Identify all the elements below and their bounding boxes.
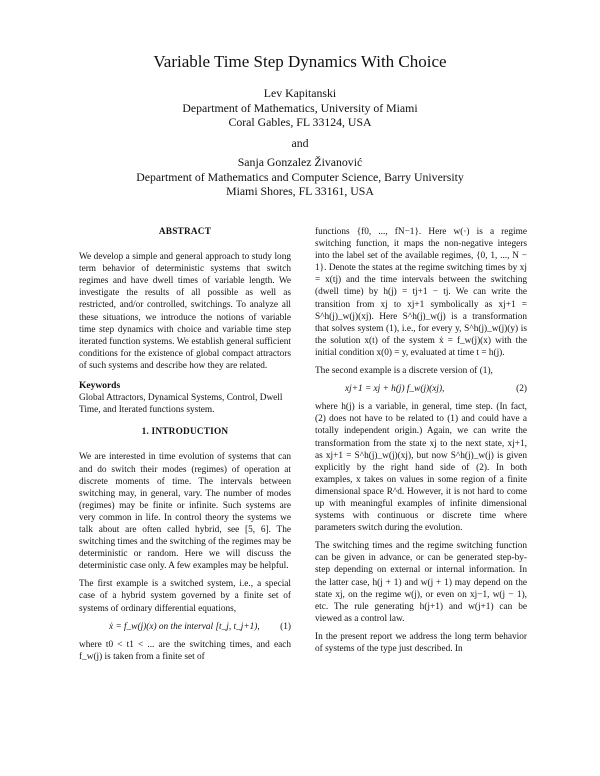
author-1-name: Lev Kapitanski <box>263 86 337 100</box>
right-paragraph-1: functions {f0, ..., fN−1}. Here w(·) is a regime switching function, it maps the non-negative integers into the label set of the available regimes, {0, 1, ..., N − 1}. Denote the states at the regime switching times by xj = x(tj) and the time intervals between the switching (dwell time) by h(j) = tj+1 − tj. We can write the transition from xj to xj+1 symbolically as xj+1 = S^h(j)_w(j)(xj). Here S^h(j)_w(j) is a transformation that solves system (1), i.e., for every y, S^h(j)_w(j)(y) is the solution x(t) of the system ẋ = f_w(j)(x) with the initial condition x(0) = y, evaluated at time t = h(j). <box>315 227 527 358</box>
left-column <box>79 226 291 669</box>
equation-1 <box>79 621 291 633</box>
author-1-address: Coral Gables, FL 33124, USA <box>228 115 372 130</box>
keywords-heading: Keywords <box>79 381 121 392</box>
right-paragraph-3: where h(j) is a variable, in general, time step. (In fact, (2) does not have to be related to (1) and could have a totally independent origin.) Again, we can write the transformation from the state xj to the next state, xj+1, as xj+1 = S^h(j)_w(j)(xj), but now S^h(j)_w(j) is given explicitly by the right hand side of (2). In both examples, x takes on values in some region of a finite dimensional space R^d. However, it is not hard to come up with meaningful examples of infinite dimensional systems with continuous or discrete time where parameters switch during the evolution. <box>315 402 527 534</box>
introduction-heading: 1. INTRODUCTION <box>141 427 229 438</box>
equation-1-body: ẋ = f_w(j)(x) on the interval [t_j, t_j+1), <box>109 621 260 632</box>
abstract-text: We develop a simple and general approach to study long term behavior of deterministic systems that switch regimes and have dwell times of variable length. We investigate the results of all possible as well as restricted, and/or controlled, switchings. To analyze all these situations, we introduce the notions of variable time step dynamics with choice and variable time step iterated function systems. We establish general sufficient conditions for the existence of global compact attractors of such systems and describe how they are related. <box>79 252 291 371</box>
keywords-text: Global Attractors, Dynamical Systems, Control, Dwell Time, and Iterated functions system. <box>79 393 283 416</box>
intro-paragraph-1: We are interested in time evolution of systems that can and do switch their modes (regimes) of operation at discrete moments of time. The intervals between switching may, in general, vary. The number of modes (regimes) may be finite or infinite. Such systems are very common in life. In control theory the systems we talk about are often called hybrid, see [5, 6]. The switching times and the switching of the regimes may be deterministic or random. Here we will discuss the deterministic case only. A few examples may be helpful. <box>79 452 291 572</box>
author-2-department: Department of Mathematics and Computer Science, Barry University <box>136 169 464 184</box>
right-paragraph-5: In the present report we address the long term behavior of systems of the type just described. In <box>315 631 527 654</box>
equation-2 <box>315 383 527 395</box>
equation-2-number: (2) <box>516 384 527 395</box>
paper-title: Variable Time Step Dynamics With Choice <box>153 52 447 71</box>
right-paragraph-2: The second example is a discrete version of (1), <box>315 366 493 377</box>
author-1-block <box>0 86 600 130</box>
author-1-department: Department of Mathematics, University of Miami <box>182 100 418 115</box>
equation-1-number: (1) <box>280 621 291 632</box>
intro-paragraph-3: where t0 < t1 < ... are the switching times, and each f_w(j) is taken from a finite set of <box>79 639 291 662</box>
author-2-address: Miami Shores, FL 33161, USA <box>226 184 374 199</box>
abstract-heading: ABSTRACT <box>158 227 212 237</box>
author-2-block <box>0 155 600 199</box>
intro-paragraph-2: The first example is a switched system, i.e., a special case of a hybrid system governed by a finite set of systems of ordinary differential equations, <box>79 579 291 614</box>
equation-2-body: xj+1 = xj + h(j) f_w(j)(xj), <box>345 384 445 395</box>
right-column <box>315 226 527 661</box>
author-2-name: Sanja Gonzalez Živanović <box>237 155 363 169</box>
authors-and: and <box>291 136 309 150</box>
right-paragraph-4: The switching times and the regime switching function can be given in advance, or can be generated step-by-step depending on external or internal information. In the latter case, h(j + 1) and w(j + 1) may depend on the state xj, on the regime w(j), or even on xj−1, w(j − 1), etc. The rule generating h(j+1) and w(j+1) can be viewed as a control law. <box>315 541 527 624</box>
